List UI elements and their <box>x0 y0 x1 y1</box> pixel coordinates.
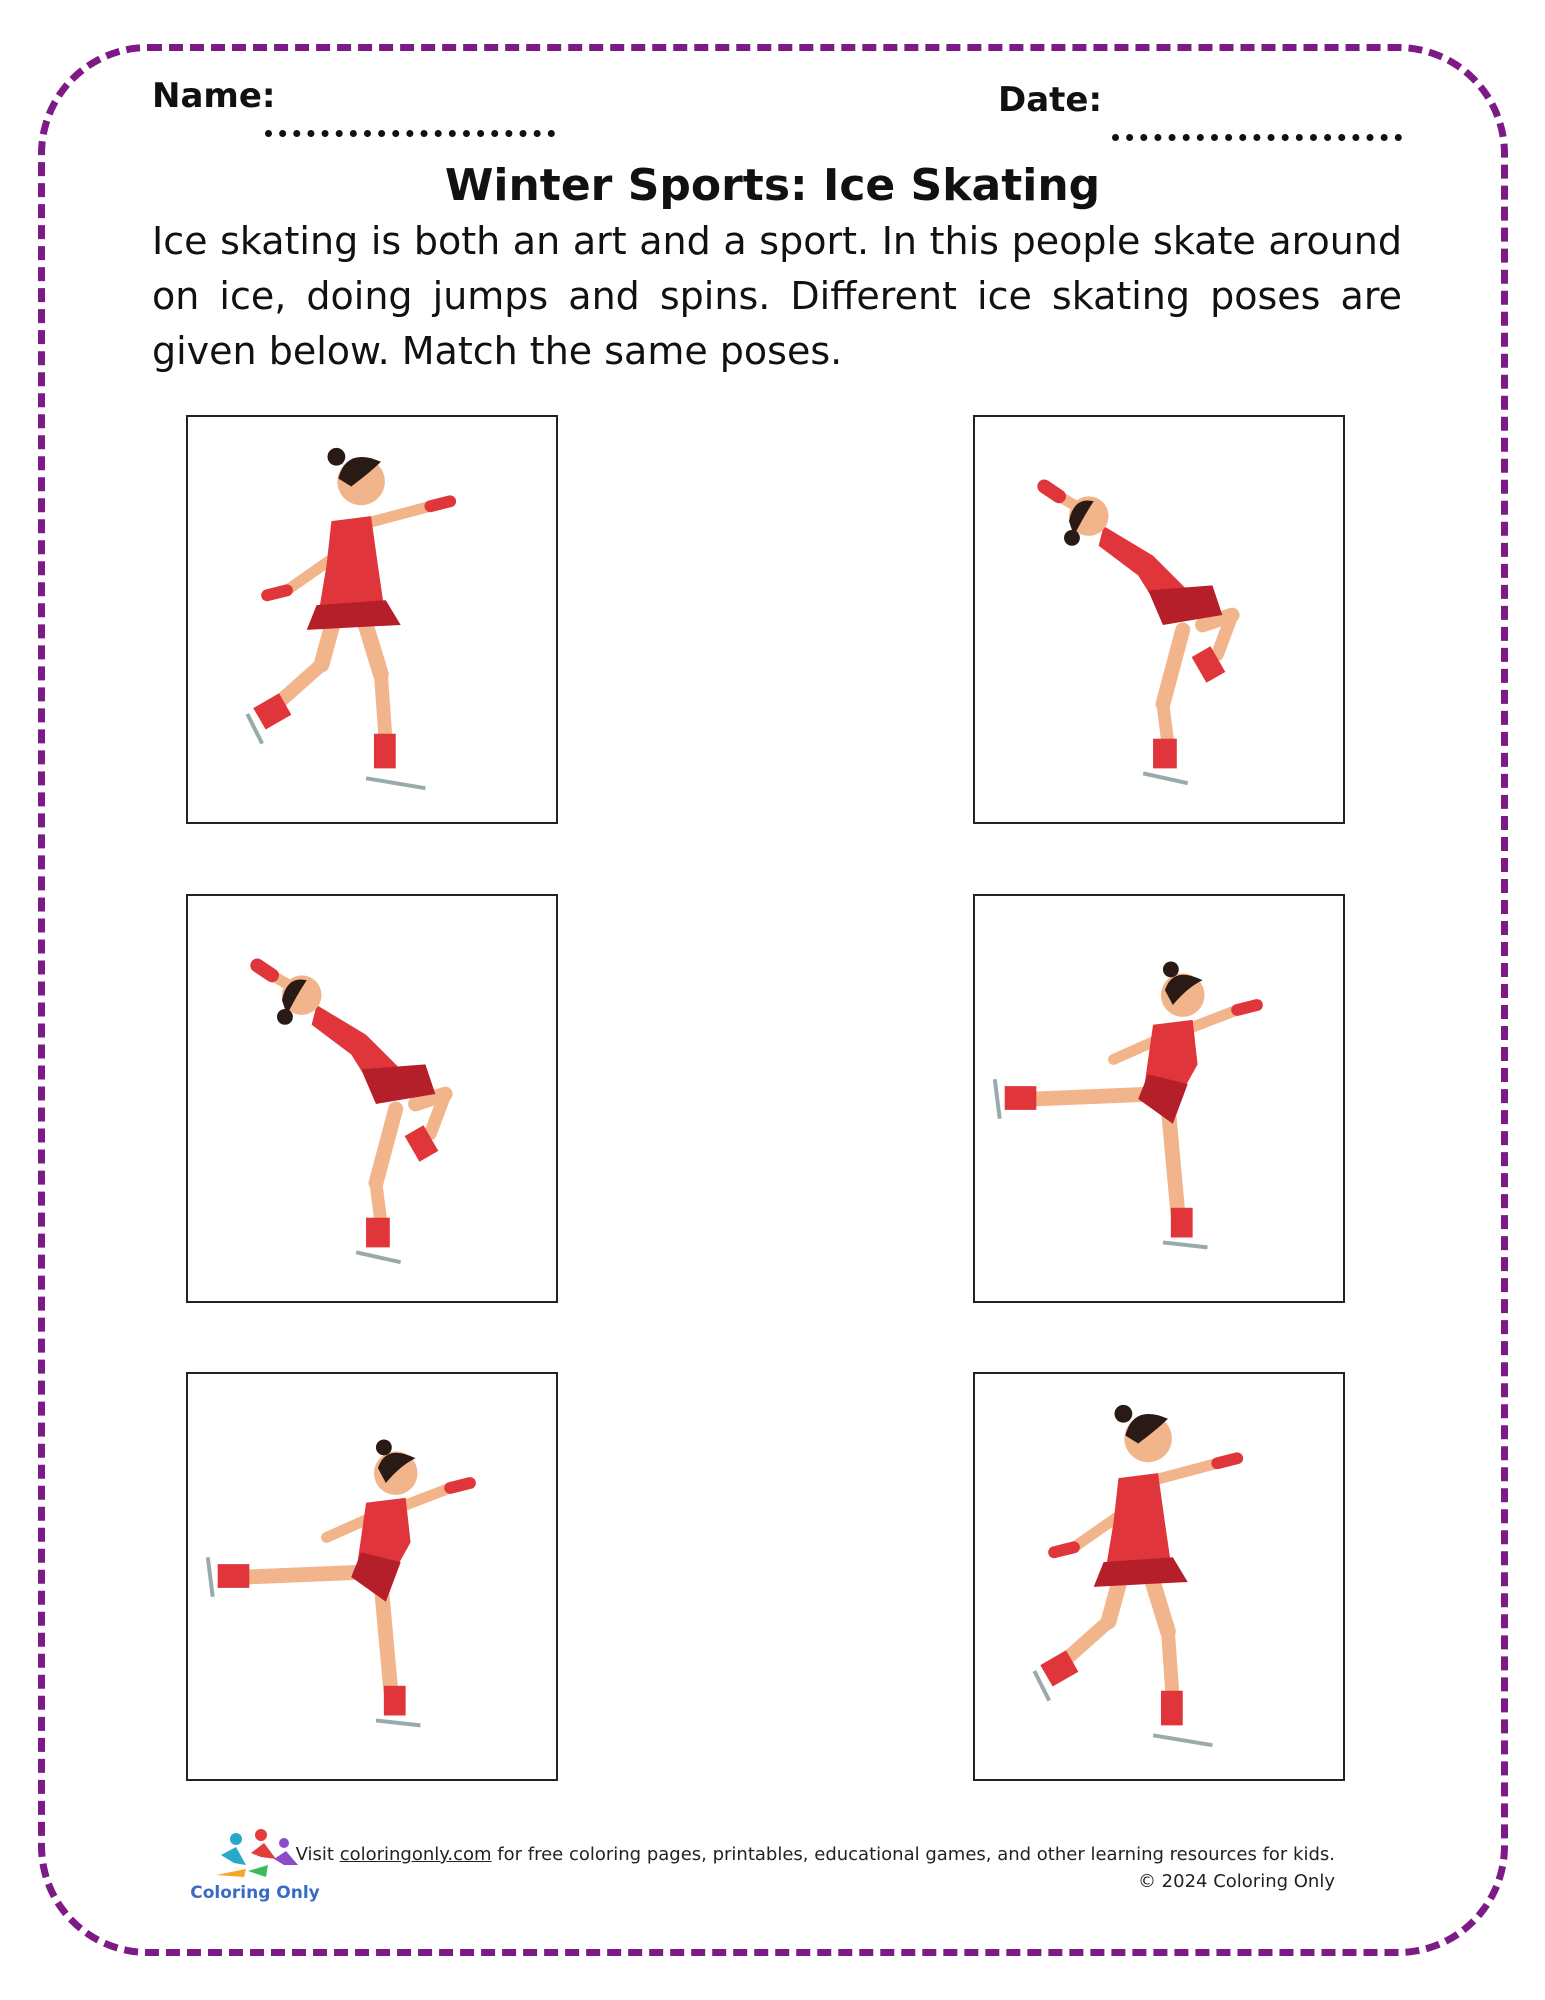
instructions-text: Ice skating is both an art and a sport. In this people skate around on ice, doing jumps and spins. Different ice skating poses are given below. Match the same poses. <box>152 219 1402 373</box>
date-label: Date: <box>998 80 1103 120</box>
skater-spin-illustration <box>975 417 1343 822</box>
skater-arabesque-illustration <box>975 896 1343 1301</box>
pose-card-right-1[interactable] <box>973 415 1345 824</box>
pose-card-left-3[interactable] <box>186 1372 558 1781</box>
name-label: Name: <box>152 76 276 116</box>
logo-text: Coloring Only <box>190 1883 320 1903</box>
skater-glide-illustration <box>188 417 556 822</box>
worksheet-title: Winter Sports: Ice Skating <box>444 160 1101 211</box>
pose-card-left-2[interactable] <box>186 894 558 1303</box>
footer-visit-prefix: Visit <box>295 1844 340 1865</box>
skater-glide-illustration <box>975 1374 1343 1779</box>
name-blank-line[interactable] <box>265 130 555 137</box>
skater-arabesque-illustration <box>188 1374 556 1779</box>
footer-visit-suffix: for free coloring pages, printables, educational games, and other learning resources for kids. <box>491 1844 1335 1865</box>
coloring-only-logo[interactable] <box>190 1825 320 1910</box>
footer-site-link[interactable]: coloringonly.com <box>339 1844 492 1865</box>
date-blank-line[interactable] <box>1112 134 1402 141</box>
footer-copyright: © 2024 Coloring Only <box>1137 1871 1335 1892</box>
pose-card-left-1[interactable] <box>186 415 558 824</box>
skater-spin-illustration <box>188 896 556 1301</box>
colorful-figures-logo-icon <box>206 1825 306 1881</box>
pose-card-right-3[interactable] <box>973 1372 1345 1781</box>
footer-visit-line <box>296 1844 1335 1865</box>
pose-card-right-2[interactable] <box>973 894 1345 1303</box>
